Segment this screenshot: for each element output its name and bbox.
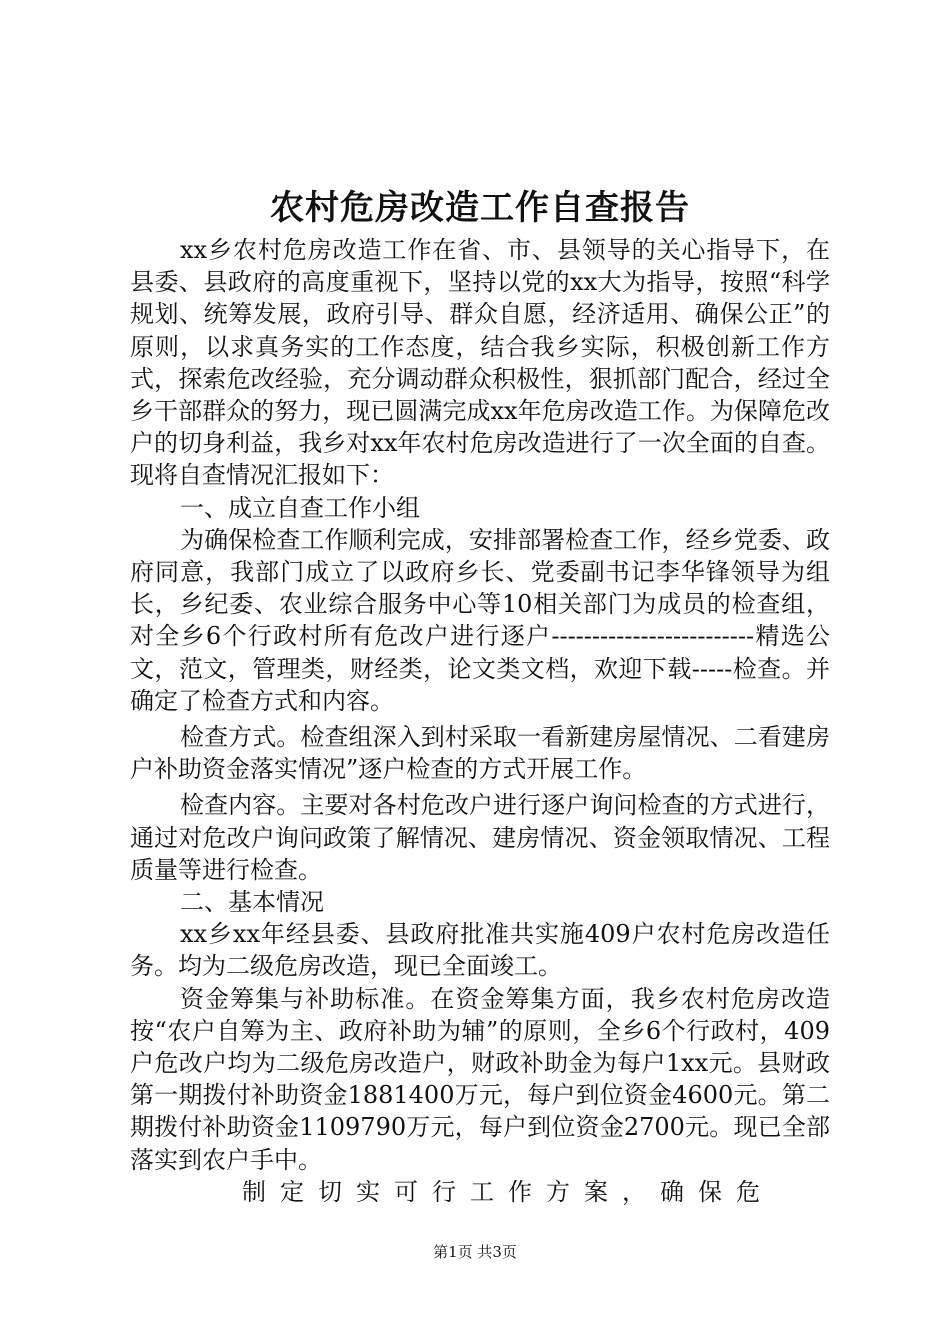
document-title: 农村危房改造工作自查报告 [270, 188, 690, 228]
body-paragraph: 资金筹集与补助标准。在资金筹集方面，我乡农村危房改造按“农户自筹为主、政府补助为辅”的原则，全乡6个行政村，409户危改户均为二级危房改造户，财政补助金为每户1xx元。县财政第一期拨付补助资金1881400万元，每户到位资金4600元。第二期拨付补助资金1109790万元，每户到位资金2700元。现已全部落实到农户手中。 [130, 984, 830, 1174]
body-paragraph: xx乡xx年经县委、县政府批准共实施409户农村危房改造任务。均为二级危房改造，现已全面竣工。 [130, 920, 830, 981]
section-heading-2: 二、基本情况 [180, 888, 324, 917]
section-heading-1: 一、成立自查工作小组 [180, 493, 420, 522]
trailing-line: 制定切实可行工作方案，确保危 [242, 1177, 774, 1206]
body-paragraph: 检查内容。主要对各村危改户进行逐户询问检查的方式进行，通过对危改户询问政策了解情况、建房情况、资金领取情况、工程质量等进行检查。 [130, 791, 830, 884]
body-paragraph: 检查方式。检查组深入到村采取一看新建房屋情况、二看建房户补助资金落实情况”逐户检查的方式开展工作。 [130, 723, 830, 784]
document-page [130, 182, 830, 1208]
page-footer: 第1页 共3页 [433, 1243, 517, 1261]
body-paragraph: 为确保检查工作顺利完成，安排部署检查工作，经乡党委、政府同意，我部门成立了以政府乡长、党委副书记李华锋领导为组长，乡纪委、农业综合服务中心等10相关部门为成员的检查组，对全乡6个行政村所有危改户进行逐户-------------------------精选公文，范文，管理类，财经类，论文类文档，欢迎下载-----检查。并确定了检查方式和内容。 [130, 525, 830, 715]
intro-paragraph: xx乡农村危房改造工作在省、市、县领导的关心指导下，在县委、县政府的高度重视下，坚持以党的xx大为指导，按照“科学规划、统筹发展，政府引导、群众自愿，经济适用、确保公正”的原则，以求真务实的工作态度，结合我乡实际，积极创新工作方式，探索危改经验，充分调动群众积极性，狠抓部门配合，经过全乡干部群众的努力，现已圆满完成xx年危房改造工作。为保障危改户的切身利益，我乡对xx年农村危房改造进行了一次全面的自查。现将自查情况汇报如下： [130, 236, 830, 490]
